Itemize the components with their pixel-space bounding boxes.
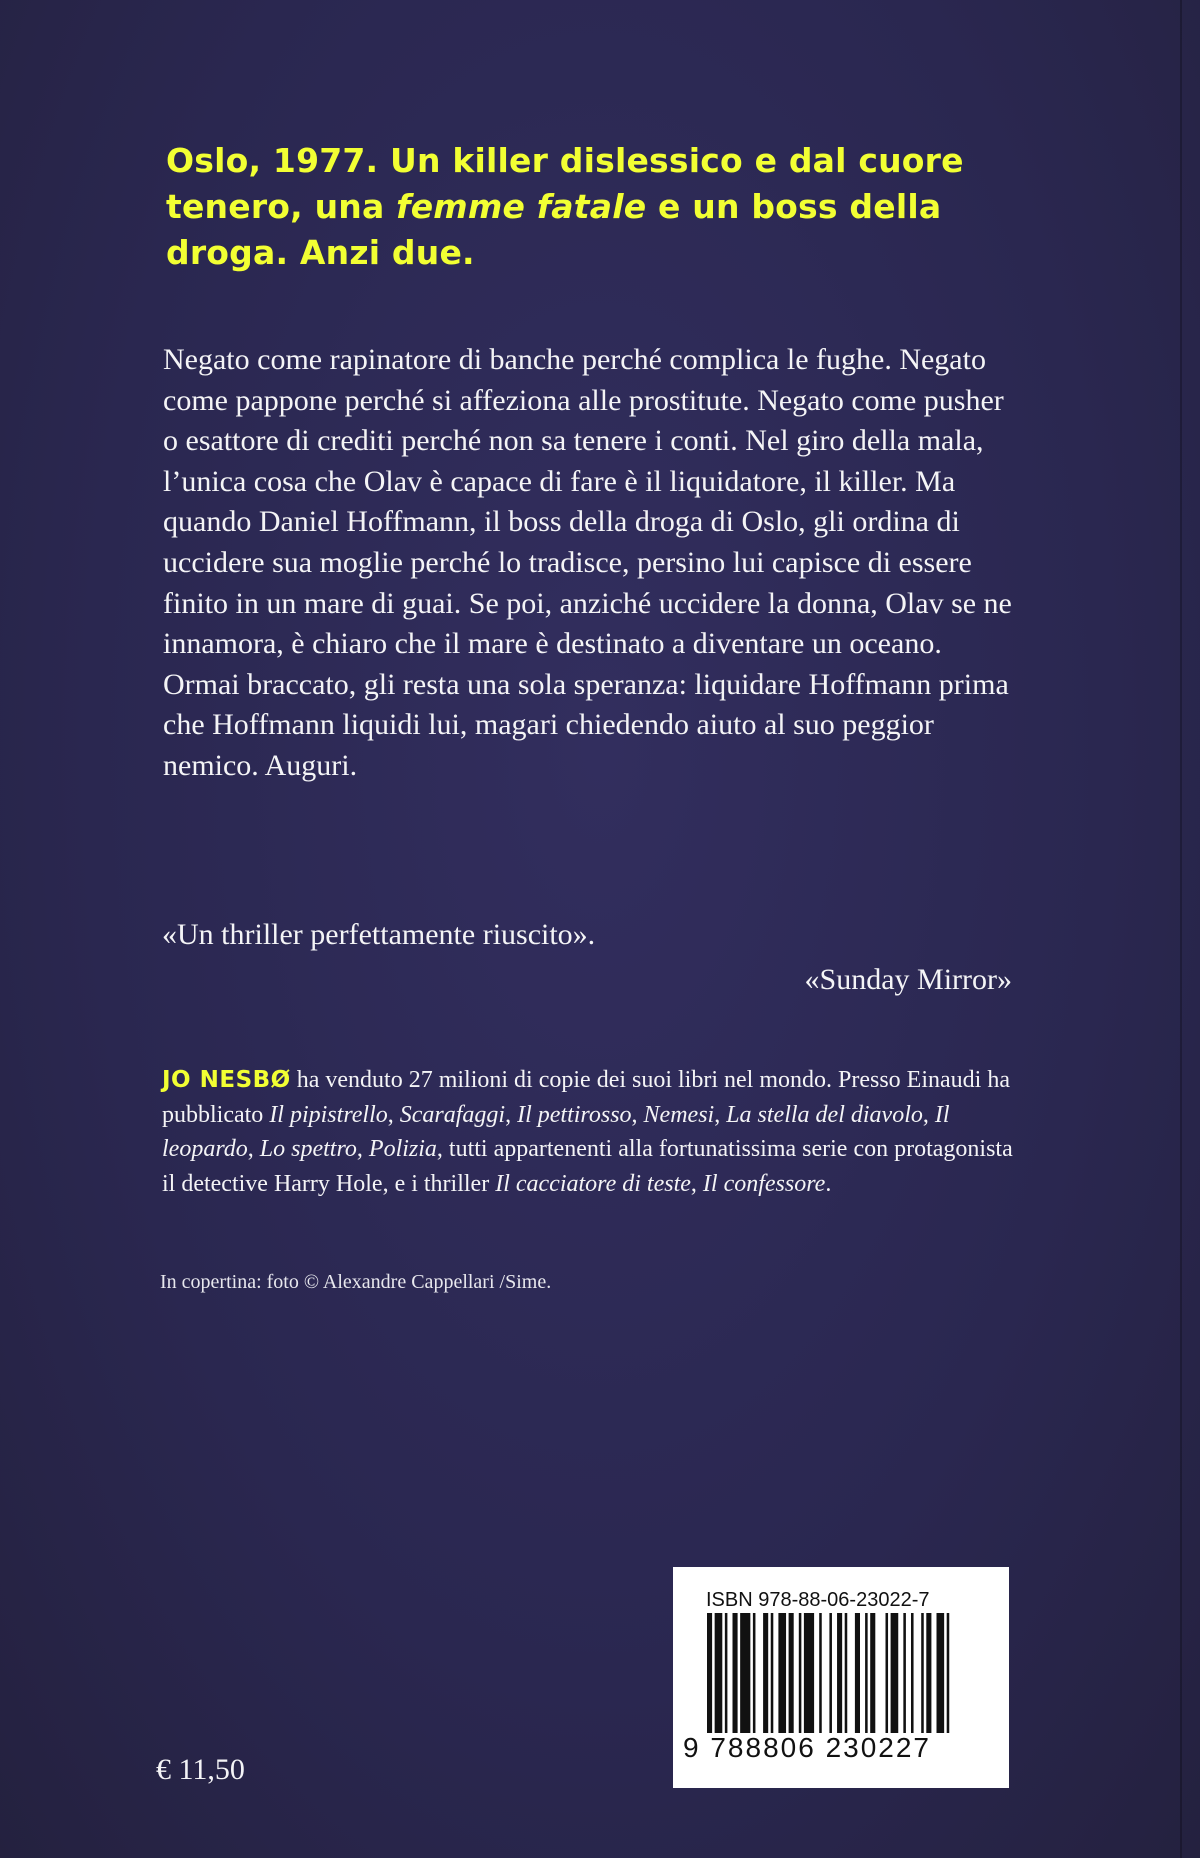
barcode-bar xyxy=(799,1613,802,1733)
book-title: Il confessore xyxy=(702,1170,826,1197)
review-quote: «Un thriller perfettamente riuscito». xyxy=(162,918,596,951)
synopsis-text: Negato come rapinatore di banche perché complica le fughe. Negato come pappone perché si affeziona alle prostitute. Negato come pusher o esattore di crediti perché non sa tenere i conti. Nel giro della mala, l’unica cosa che Olav è capace di fare è il liquidatore, il killer. Ma quando Daniel Hoffmann, il boss della droga di Oslo, gli ordina di uccidere sua moglie perché lo tradisce, persino lui capisce di essere finito in un mare di guai. Se poi, anziché uccidere la donna, Olav se ne innamora, è chiaro che il mare è destinato a diventare un oceano. Ormai braccato, gli resta una sola speranza: liquidare Hoffmann prima che Hoffmann liquidi lui, magari chiedendo aiuto al suo peggior nemico. Auguri. xyxy=(163,343,1012,782)
cover-photo-credit: In copertina: foto © Alexandre Cappellari /Sime. xyxy=(160,1271,552,1293)
barcode-bar xyxy=(855,1613,860,1733)
separator: , xyxy=(387,1101,400,1128)
barcode-bar xyxy=(829,1613,832,1733)
barcode-bar xyxy=(707,1613,712,1733)
author-bio-intro: ha venduto 27 milioni di copie dei suoi libri nel mondo. Presso Einaudi ha pubblicato xyxy=(162,1067,1010,1128)
separator: , xyxy=(631,1101,644,1128)
barcode-bar xyxy=(926,1613,931,1733)
barcode-bar xyxy=(804,1613,814,1733)
headline-part2: e un boss della droga. Anzi due. xyxy=(166,187,942,272)
barcode-bar xyxy=(771,1613,774,1733)
barcode-bar xyxy=(870,1613,875,1733)
isbn-label: ISBN 978-88-06-23022-7 xyxy=(706,1589,930,1611)
barcode-bar xyxy=(865,1613,868,1733)
barcode-bar xyxy=(837,1613,842,1733)
barcode-bar xyxy=(715,1613,723,1733)
isbn-digits: 9 788806 230227 xyxy=(683,1732,931,1763)
barcode-bar xyxy=(763,1613,768,1733)
separator: , xyxy=(505,1101,518,1128)
separator: , xyxy=(690,1170,703,1197)
barcode-bar xyxy=(903,1613,906,1733)
barcode-bar xyxy=(937,1613,945,1733)
barcode-icon xyxy=(703,1613,993,1733)
barcode-bar xyxy=(845,1613,848,1733)
book-title: Scarafaggi xyxy=(399,1101,506,1128)
barcode-bar xyxy=(947,1613,950,1733)
barcode-bar xyxy=(725,1613,728,1733)
author-bio-end: . xyxy=(825,1170,832,1197)
headline-part1: Oslo, 1977. Un killer dislessico e dal cuore tenero, una xyxy=(166,141,964,226)
book-title: Il pettirosso xyxy=(517,1101,632,1128)
separator: , xyxy=(356,1136,369,1162)
barcode-bar xyxy=(789,1613,794,1733)
barcode-bar xyxy=(733,1613,738,1733)
price-label: € 11,50 xyxy=(156,1753,245,1786)
barcode-bar xyxy=(921,1613,924,1733)
barcode-bar xyxy=(819,1613,822,1733)
author-name: JO NESBØ xyxy=(162,1067,291,1093)
separator: , xyxy=(922,1101,935,1128)
book-title: Lo spettro xyxy=(259,1136,357,1162)
book-title: Polizia xyxy=(368,1136,437,1162)
book-title: Il cacciatore di teste xyxy=(495,1170,691,1197)
barcode-bar xyxy=(911,1613,914,1733)
barcode-bar xyxy=(778,1613,786,1733)
review-source: «Sunday Mirror» xyxy=(804,963,1012,996)
author-bio xyxy=(162,1063,1022,1201)
barcode-bar xyxy=(891,1613,899,1733)
separator: , xyxy=(714,1101,727,1128)
headline-emphasis: femme fatale xyxy=(396,187,647,226)
book-title: Il leopardo xyxy=(162,1101,950,1162)
headline-blurb xyxy=(166,138,1026,276)
separator: , xyxy=(247,1136,260,1162)
barcode-panel xyxy=(673,1567,1009,1788)
book-title: Nemesi xyxy=(643,1101,715,1128)
author-bio-middle: , tutti appartenenti alla fortunatissima serie con protagonista il detective Harry Hole, e i thriller xyxy=(162,1136,1013,1197)
cover-edge xyxy=(1180,0,1182,1858)
barcode-bar xyxy=(753,1613,756,1733)
book-title: Il pipistrello xyxy=(269,1101,388,1128)
barcode-bar xyxy=(886,1613,889,1733)
book-title: La stella del diavolo xyxy=(726,1101,923,1128)
barcode-bar xyxy=(740,1613,750,1733)
